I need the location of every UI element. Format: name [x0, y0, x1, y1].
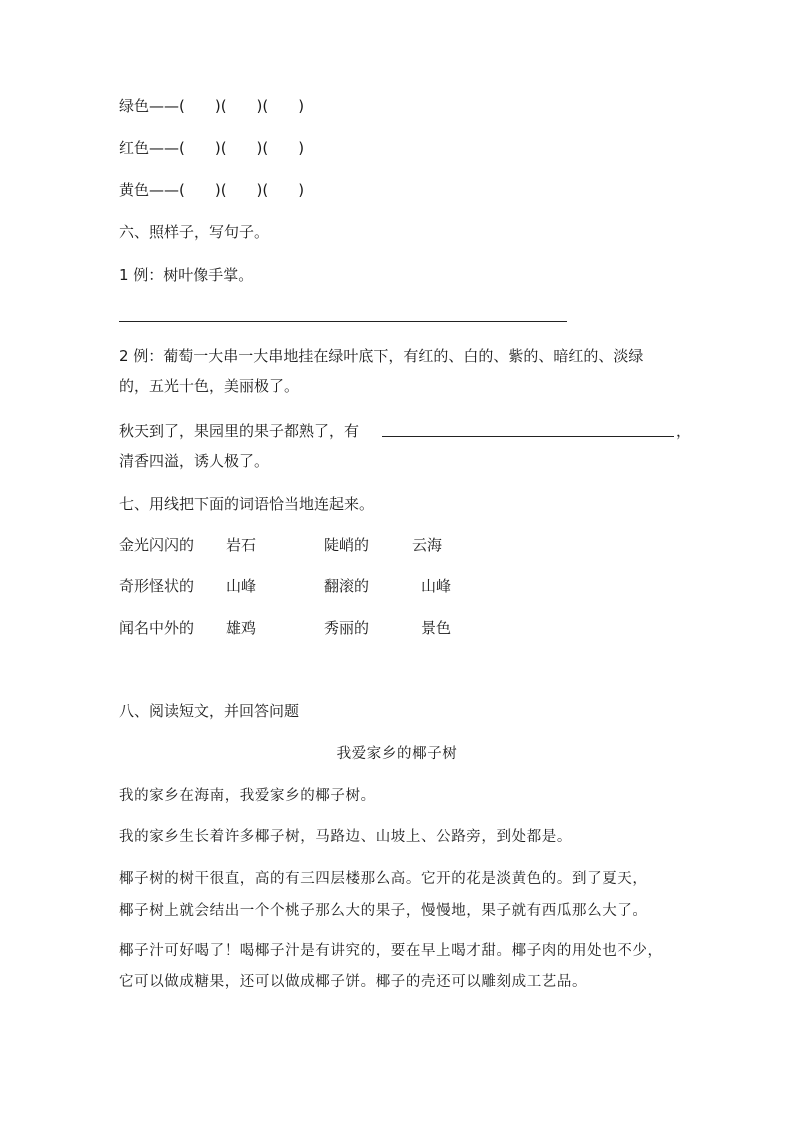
matching-word[interactable]: 岩石	[226, 536, 257, 554]
section7-heading: 七、用线把下面的词语恰当地连起来。	[119, 495, 375, 513]
section6-fill-suffix: ，	[676, 422, 692, 440]
section6-fill-line2: 清香四溢，诱人极了。	[119, 452, 270, 470]
matching-word[interactable]: 山峰	[226, 577, 257, 595]
matching-word[interactable]: 雄鸡	[226, 619, 257, 637]
answer-line-2[interactable]	[382, 436, 674, 437]
passage-line: 它可以做成糖果，还可以做成椰子饼。椰子的壳还可以雕刻成工艺品。	[119, 974, 588, 990]
matching-word[interactable]: 奇形怪状的	[119, 577, 195, 595]
matching-word[interactable]: 金光闪闪的	[119, 536, 195, 554]
matching-word[interactable]: 云海	[412, 536, 443, 554]
matching-word[interactable]: 秀丽的	[324, 619, 370, 637]
passage-line: 椰子树的树干很直，高的有三四层楼那么高。它开的花是淡黄色的。到了夏天，	[119, 871, 648, 887]
answer-line-1[interactable]	[119, 321, 567, 322]
passage-line: 椰子汁可好喝了！喝椰子汁是有讲究的，要在早上喝才甜。椰子肉的用处也不少，	[119, 943, 663, 959]
section6-example1: 1 例：树叶像手掌。	[119, 266, 254, 284]
matching-word[interactable]: 山峰	[421, 577, 452, 595]
passage-line: 椰子树上就会结出一个个桃子那么大的果子，慢慢地，果子就有西瓜那么大了。	[119, 903, 648, 919]
section6-fill-prefix: 秋天到了，果园里的果子都熟了，有	[119, 422, 360, 440]
color-word-red: 红色——( )( )( )	[119, 139, 305, 157]
matching-word[interactable]: 闻名中外的	[119, 619, 195, 637]
matching-word[interactable]: 陡峭的	[324, 536, 370, 554]
section8-heading: 八、阅读短文，并回答问题	[119, 702, 300, 720]
matching-word[interactable]: 翻滚的	[324, 577, 370, 595]
section6-example2-line1: 2 例：葡萄一大串一大串地挂在绿叶底下，有红的、白的、紫的、暗红的、淡绿	[119, 347, 644, 365]
section6-heading: 六、照样子，写句子。	[119, 223, 270, 241]
passage-line: 我的家乡在海南，我爱家乡的椰子树。	[119, 788, 376, 804]
matching-word[interactable]: 景色	[421, 619, 452, 637]
passage-title: 我爱家乡的椰子树	[336, 746, 458, 762]
passage-line: 我的家乡生长着许多椰子树，马路边、山坡上、公路旁，到处都是。	[119, 829, 572, 845]
color-word-green: 绿色——( )( )( )	[119, 97, 305, 115]
section6-example2-line2: 的，五光十色，美丽极了。	[119, 377, 300, 395]
color-word-yellow: 黄色——( )( )( )	[119, 181, 305, 199]
